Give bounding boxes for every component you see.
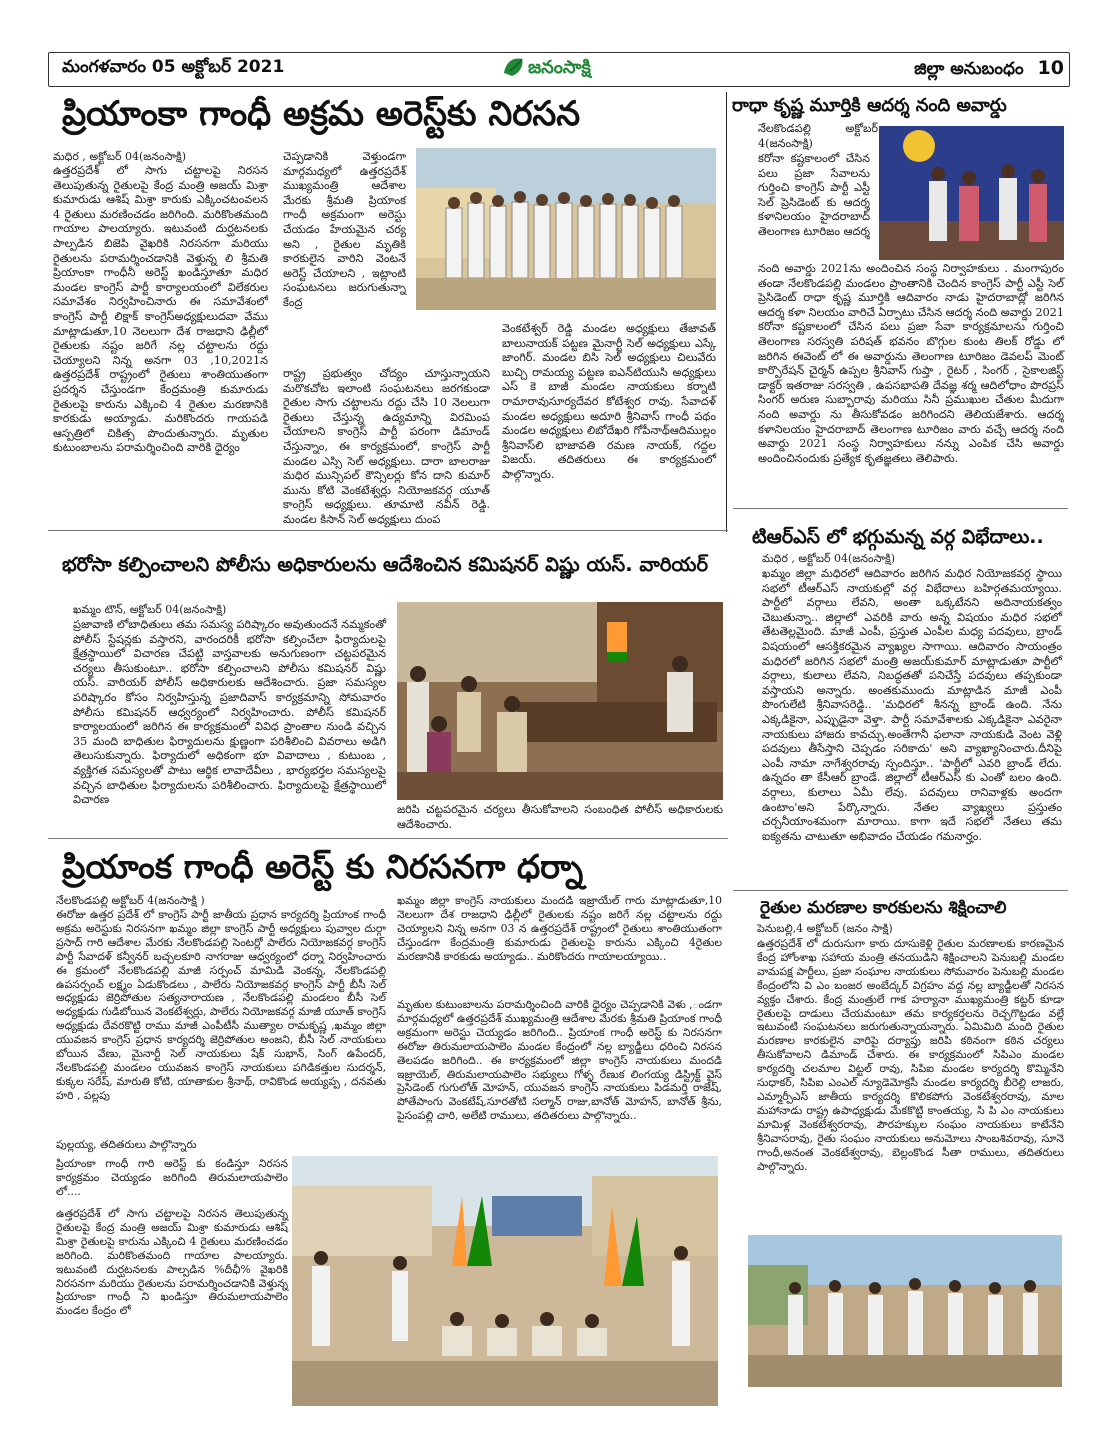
story5-col1-bottom: ఉత్తరప్రదేశ్ లో సాగు చట్టాలపై నిరసన తెలుపుతున్న రైతులపై కేంద్ర మంత్రి అజయ్ మిశ్రా కుమారుడు ఆశిష్ మిశ్రా రైతులపై కారును ఎక్కించి 4 రైతులు మరణించడం జరిగింది. మరికొంతమంది గాయాల పాలయ్యారు. ఇటువంటి దుర్ఘటనలకు పాల్పడిన %దీఛీ% వైఖరికి నిరసనగా మరియు రైతులను పరామర్శించడానికి వెళ్తున్న ప్రియాంకా గాంధీ ని ఖండిస్తూ తిరుమలాయపాలెం మండల కేంద్రం లో — [56, 1207, 292, 1318]
issue-date: మంగళవారం 05 అక్టోబర్ 2021 — [62, 57, 285, 77]
story5-col1: ఈరోజు ఉత్తర ప్రదేశ్ లో కాంగ్రెస్ పార్టీ జాతీయ ప్రధాన కార్యదర్శి ప్రియాంక గాంధీ అక్రమ అరెస్టుకు నిరసనగా ఖమ్మం జిల్లా కాంగ్రెస్ పార్టీ అధ్యక్షులు పువ్వాల దుర్గా ప్రసాద్ గారి ఆదేశాల మేరకు నేలకొండపల్లి సెంటర్లో పాలేరు నియోజకవర్గ కాంగ్రెస్ పార్టీ సేవాదళ్ కన్వీనర్ బచ్చలకూరి నాగరాజు ఆధ్వర్యంలో ధర్నా నిర్వహించారు ఈ క్రమంలో నేలకొండపల్లి మాజీ సర్పంచ్ మామిడి వెంకన్న, నేలకొండపల్లి ఉపసర్పంచ్ లక్ష్మం ఏడుకొండలు , పాలేరు నియోజకవర్గ కాంగ్రెస్ పార్టీ బీసీ సెల్ అధ్యక్షుడు జెర్రిపోతుల సత్యనారాయణ , నేలకొండపల్లి మండలం బీసీ సెల్ అధ్యక్షుడు గుడిబోయిన వెంకటేశ్వర్లు, పాలేరు నియోజకవర్గ మాజీ యూత్ కాంగ్రెస్ అధ్యక్షుడు దేవరకొట్టి రాము మాజీ ఎంపీటీసీ ముత్యాల రామకృష్ణ ,ఖమ్మం జిల్లా యువజన కాంగ్రెస్ ప్రధాన కార్యదర్శి జెర్రిపోతుల అంజని, బీసీ సెల్ నాయకులు బోయిన వేణు, మైనార్టీ సెల్ నాయకులు షేక్ సుభాన్, సింగ్ ఉపేందర్, నేలకొండపల్లి మండలం యువజన కాంగ్రెస్ నాయకులు పగిడికత్తుల సుదర్శన్, కుక్కల సరేష్, మారుతి కోటి, యాతాకుల శ్రీనాథ్, రావికొండ అయ్యప్ప , దనవతు హరి , పల్లపు — [56, 908, 390, 1102]
story4-body: ప్రజావాణి లోబాధితులు తమ సమస్య పరిష్కారం అవుతుందనే నమ్మకంతో పోలీస్ స్టేషన్లకు వస్తారని, వారందరికీ భరోసా కల్పించేలా ఫిర్యాదులపై క్షేత్రస్థాయిలో విచారణ చేపట్టి వాస్తవాలకు అనుగుణంగా చట్టపరమైన చర్యలు తీసుకుంటూ.. భరోసా కల్పించాలని పోలీసు కమిషనర్ విష్ణు యస్. వారియర్ పోలీస్ అధికారులకు ఆదేశించారు. ప్రజా సమస్యల పరిష్కారం కోసం నిర్వహిస్తున్న ప్రజాదివాస్ కార్యక్రమాన్ని సోమవారం పోలీసు కమిషనర్ ఆధ్వర్యంలో నిర్వహించారు. పోలీస్ కమిషనర్ కార్యాలయంలో జరిగిన ఈ కార్యక్రమంలో వివిధ ప్రాంతాల నుండి వచ్చిన 35 మంది బాధితుల ఫిర్యాదులను క్షుణ్ణంగా పరిశీలించి వివరాలు అడిగి తెలుసుకున్నారు. ఫిర్యాదులో అధికంగా భూ వివాదాలు , కుటుంబ , వ్యక్తిగత సమస్యలతో పాటు ఆర్థిక లావాదేవీలు , భార్యభర్తల సమస్యలపై వచ్చిన బాధితుల ఫిర్యాదులను పరిశీలించారు. ఫిర్యాదులపై క్షేత్రస్థాయిలో విచారణ — [73, 618, 390, 807]
story3-dateline: మధిర , అక్టోబర్ 04(జనంసాక్షి) — [762, 552, 895, 565]
story5-col2b: మృతుల కుటుంబాలను పరామర్శించింది వారికి ధైర్యం చెప్పడానికి వెళు ,ండగా మార్గమధ్యలో ఉత్తరప్రదేశ్ ముఖ్యమంత్రి ఆదేశాల మేరకు శ్రీమతి ప్రియాంక గాంధీ అక్రమంగా అరెస్టు చెయ్యడం జరిగింది.. ప్రియాంక గాంధీ అరెస్ట్ కు నిరసనగా ఈరోజు తిరుమలాయపాలెం మండల కేంద్రంలో నల్ల బ్యాడ్జీలు ధరించి నిరసన తెలపడం జరిగింది.. ఈ కార్యక్రమంలో జిల్లా కాంగ్రెస్ నాయకులు మందడి ఇజ్రాయెల్, తిరుమలాయపాలెం సభ్యులు గోళ్ళ రేణుక లింగయ్య డిస్ట్రిక్ట్ వైస్ ప్రెసిడెంట్ గుగులోత్ మోహన్, యువజన కాంగ్రెస్ నాయకులు పిడమర్తి రాజేష్, పోతేపాంగు వెంకటేష్,సూరతోటి సల్మాన్ రాజు,బానోత్ మోహన్, బానోత్ శ్రీను, పైసంపల్లి చారి, అలేటి రాములు, తదితరులు పాల్గొన్నారు.. — [397, 998, 726, 1123]
story6-dateline: పెనుబల్లి,4 అక్టోబర్ (జనం సాక్షి) — [757, 922, 893, 935]
story1-headline: ప్రియాంకా గాంధీ అక్రమ అరెస్ట్‌కు నిరసన — [62, 94, 581, 134]
story1-dateline: మధిర , అక్టోబర్ 04(జనంసాక్షి) — [53, 150, 186, 163]
story2-body: నంది అవార్డు 2021ను అందించిన సంస్థ నిర్వాహకులు . మంగాపురం తండా నేలకొండపల్లి మండలం ప్రాంతానికి చెందిన కాంగ్రెస్ పార్టీ ఎస్టీ సెల్ ప్రెసిడెంట్ రాధా కృష్ణ మూర్తికి ఆదివారం నాడు హైదరాబాద్లో జరిగిన ఆదర్శ కళా నిలయం వారిచే ఏర్పాటు చేసిన ఆదర్శ నంది అవార్డు 2021 కరోనా కష్టకాలంలో చేసిన పలు ప్రజా సేవా కార్యక్రమాలను గుర్తించి తెలంగాణ సరస్వతి పరిషత్ భవనం బొగ్గుల కుంట తిలక్ రోడ్డు లో జరిగిన ఈవెంట్ లో ఈ అవార్డును తెలంగాణ టూరిజం డెవలప్ మెంట్ కార్పొరేషన్ చైర్మన్ ఉప్పల శ్రీనివాస్ గుప్తా , రైటర్ , సింగర్ , సైకాలజిస్ట్ డాక్టర్ ఇతరాజు సరస్వతి , ఉపసభాపతి దేవజ్ఞ శర్మ ఆదిలోధాం పొరప్రస్ సింగర్ అరుణ సుబ్బారావు మరియు సినీ ప్రముఖుల చేతుల మీదుగా నంది అవార్డు ను తీసుకోవడం జరిగిందని తెలియజేశారు. ఆదర్శ కళానిలయం హైదరాబాద్ తెలంగాణ టూరిజం వారు వచ్చే ఆదర్శ నంది అవార్డు 2021 సంస్థ నిర్వాహకులు నన్ను ఎంపిక చేసి అవార్డు అందించినందుకు ప్రత్యేక కృతజ్ఞతలు తెలిపారు. — [758, 262, 1068, 465]
story2-award-photo — [879, 126, 1064, 260]
story3-headline: టిఆర్ఎస్ లో భగ్గుమన్న వర్గ విభేదాలు.. — [752, 526, 1044, 548]
story4-headline: భరోసా కల్పించాలని పోలీసు అధికారులను ఆదేశించిన కమిషనర్ విష్ణు యస్. వారియర్ — [62, 553, 709, 576]
story6-headline: రైతుల మరణాల కారకులను శిక్షించాలి — [760, 898, 1007, 918]
section-name: జిల్లా అనుబంధం — [914, 59, 1024, 79]
section-divider — [48, 530, 728, 531]
story1-col2: చెప్పడానికి వెళ్తుండగా మార్గమధ్యలో ఉత్తరప్రదేశ్ ముఖ్యమంత్రి ఆదేశాల మేరకు శ్రీమతి ప్రియాంక గాంధీ అక్రమంగా అరెస్టు చేయడం హేయమైన చర్య అని , రైతుల మృతికి కారకులైన వారిని వెంటనే అరెస్ట్ చేయాలని , ఇట్లాంటి సంఘటనలు జరుగుతున్నా కేంద్ర — [283, 150, 410, 309]
page-section — [914, 57, 1064, 83]
column-divider — [726, 92, 727, 532]
story1-col3: వెంకటేశ్వర్ రెడ్డి మండల అధ్యక్షులు తేజావత్ బాలునాయక్ పట్టణ మైనార్టీ సెల్ అధ్యక్షులు ఎస్కే జాంగిర్. మండల బిసి సెల్ అధ్యక్షులు చిలువేరు బుచ్చి రామయ్య పట్టణ ఐఎన్‌టియుసి అధ్యక్షులు ఎస్ కె బాజీ మండల నాయకులు కర్నాటి రామారావుసూర్యదేవర కోటేశ్వర రావు. సేవాదళ్ మండల అధ్యక్షులు అదూరి శ్రీనివాస్ గాంధీ పథం మండల అధ్యక్షులు లిబోదేఖరి గోపీనాథ్ఆదిముల్లం శ్రీనివాస్‌లి భాజావతి రమణ నాయక్, గద్దల విజయ్. తదితరులు ఈ కార్యక్రమంలో పాల్గొన్నారు. — [502, 322, 720, 481]
story2-dateline: నేలకొండపల్లి అక్టోబర్ 4(జనంసాక్షి) — [758, 122, 878, 150]
section-divider — [48, 838, 728, 839]
story5-col1-tail: పుల్లయ్య, తదితరులు పాల్గొన్నారు — [56, 1138, 197, 1151]
story3-body: ఖమ్మం జిల్లా మధిరలో ఆదివారం జరిగిన మధిర నియోజకవర్గ స్థాయి సభలో టీఆర్ఎస్ నాయకుల్లో వర్గ విభేదాలు బహిర్గతమయ్యాయి. పార్టీలో వర్గాలు లేవని, అంతా ఒక్కటేనని అదినాయకత్వం చెబుతున్నా.. జిల్లాలో ఎవరికి వారు అన్న విషయం మధిర సభలో తేటతెల్లమైంది. మాజీ ఎంపీ, ప్రస్తుత ఎంపీల మధ్య పదవులు, బ్రాండ్ విషయంలో ఆసక్తికరమైన వ్యాఖ్యల సాగాయి. ఆదివారం సాయంత్రం మధిరలో జరిగిన సభలో మంత్రి అజయ్‌కుమార్ మాట్లాడుతూ పార్టీలో వర్గాలు, కులాలు లేవని, నిబద్ధతతో పనిచేస్తే పదవులు తప్పకుండా వస్తాయని అన్నారు. అంతకుముందు మాట్లాడిన మాజీ ఎంపీ పొంగులేటి శ్రీనివాస‌రెడ్డి.. 'మధిరలో శీనన్న బ్రాండ్ ఉంది. నేను ఎక్కడికైనా, ఎప్పుడైనా వెళ్తా. పార్టీ సమావేశాలకు ఎక్కడికైనా ఎవరైనా నాయకులు హాజరు కావచ్చు.అంతేగానీ ఫలానా నాయకుడి వెంట వెళ్లి పదవులు తీసేస్తాని చెప్పడం సరికాదు' అని వ్యాఖ్యానించారు.దీనిపై ఎంపీ నామా నాగేశ్వరరావు స్పందిస్తూ.. 'పార్టీలో ఎవరి బ్రాండ్ లేదు. ఉన్నదం తా కేసీఆర్ బ్రాండే. జిల్లాలో టీఆర్ఎస్ కు ఎంతో బలం ఉంది. వర్గాలు, కులాలు ఏమీ లేవు. పదవులు రానివాళ్లకు అందగా ఉంటాం'అని పేర్కొన్నారు. నేతల వ్యాఖ్యలు ప్రస్తుతం చర్చనీయాంశమంగా మారాయి. కాగా ఇదే సభలో నేతలు తమ ఐక్యతను చాటుతూ అభివాదం చేయడం గమనార్హం. — [762, 567, 1066, 843]
story4-commissioner-photo — [397, 602, 723, 800]
story5-col2: ఖమ్మం జిల్లా కాంగ్రెస్ నాయకులు మందడి ఇజ్రాయేల్ గారు మాట్లాడుతూ,10 నెలలుగా దేశ రాజధాని ఢిల్లీలో రైతులకు నష్టం జరిగే నల్ల చట్టాలను రద్దు చెయ్యాలని నిన్న అనగా 03 న ఉత్తరప్రదేశ్ రాష్ట్రంలో రైతులు శాంతియుతంగా చేస్తుండగా కేంద్రమంత్రి కుమారుడు రైతులపై కారును ఎక్కించి 4రైతుల మరణానికి కారకుడు అయ్యాడు.. మరికొందరు గాయాలయ్యాయి.. — [397, 894, 726, 963]
story2-side-text: కరోనా కష్టకాలంలో చేసిన పలు ప్రజా సేవాలను గుర్తించి కాంగ్రెస్ పార్టీ ఎస్టీ సెల్ ప్రెసిడెంట్ కు ఆదర్శ కళానిలయం హైదరాబాద్ తెలంగాణ టూరిజం ఆదర్శ — [758, 152, 874, 238]
story1-col1: ఉత్తరప్రదేశ్ లో సాగు చట్టాలపై నిరసన తెలుపుతున్న రైతులపై కేంద్ర మంత్రి అజయ్ మిశ్రా కుమారుడు ఆశిష్ మిశ్రా కారుకు ఎక్కించటంవలన 4 రైతులు మరణించడం జరిగింది. మరికొంతమంది గాయాల పాలయ్యారు. ఇటువంటి దుర్ఘటనలకు పాల్పడిన బిజెపి వైఖరికి నిరసనగా మరియు రైతులను పరామర్శించడానికి వెళ్తున్న లి శ్రీమతి ప్రియాంకా గాంధీనీ అరెస్ట్ ఖండిస్తూతూ మధిర మండల కాంగ్రెస్ పార్టీ కార్యాలయంలో విలేకరుల సమావేశం నిర్వహించినారు ఈ సమావేశంలో కాంగ్రెస్ పార్టీ లిక్షాక్ కాంగ్రెస్అధ్యక్షులుదవా వేము మాట్లాడుతూ,10 నెలలుగా దేశ రాజధాని ఢిల్లీలో రైతులకు నష్టం జరిగే నల్ల చట్టాలను రద్దు చెయ్యాలని నిన్న అనగా 03 ,10,2021న ఉత్తరప్రదేశ్ రాష్ట్రంలో రైతులు శాంతియుతంగా ప్రదర్శన చేస్తుండగా కేంద్రమంత్రి కుమారుడు రైతులపై కారును ఎక్కించి 4 రైతుల మరణానికి కారకుడు అయ్యాడు. మరికొందరు గాయపడి ఆస్పత్రిలో చికిత్స పొందుతున్నారు. మృతుల కుటుంబాలను పరామర్శించింది వారికి ధైర్యం — [53, 164, 272, 455]
section-divider — [733, 890, 1068, 891]
story6-body: ఉత్తరప్రదేశ్ లో దురుసుగా కారు దూసుకెళ్లి రైతుల మరణాలకు కారణమైన కేంద్ర హోంశాఖ సహాయ మంత్రి తనయుడిని శిక్షించాలని పెనుబల్లి మండల వామపక్ష పార్టీలు, ప్రజా సంఘాల నాయకులు సోమవారం పెనుబల్లి మండల కేంద్రంలోని వి ఎం బంజర అంబేద్కర్ విగ్రహం వద్ద నల్ల బ్యాడ్జీలతో నిరసన వ్యక్తం చేశారు. కేంద్ర మంత్రులే గాక హర్యానా ముఖ్యమంత్రి కట్టర్ కూడా రైతులపై దాడులు చేయమంటూ తమ కార్యకర్తలను రెచ్చగొట్టడం వల్లే ఇటువంటి సంఘటనలు జరుగుతున్నాయన్నారు. ఏమిమిది మంది రైతుల మరణాల కారకులైన వారిపై దర్యాప్తు జరిపి కఠినంగా కఠిన చర్యలు తీసుకోవాలని డిమాండ్ చేశారు. ఈ కార్యక్రమంలో సిపిఎం మండల కార్యదర్శి చలమాల విట్టల్ రావు, సిపిఐ మండల కార్యదర్శి కొమ్మినేని సుధాకర్, సిపిఐ ఎంఎల్ న్యూడెమోక్రసీ మండల కార్యదర్శి బీరెల్లి లాజరు, ఎమ్మార్పీఎస్ జాతీయ కార్యదర్శి కొలికపోగు వెంకటేశ్వరరావు, మాల మహానాడు రాష్ట్ర ఉపాధ్యక్షుడు మేకకొట్టి కాంతయ్య, సి పి ఎం నాయకులు మామిళ్ల వెంకటేశ్వరరావు, పౌరహక్కుల సంఘం నాయకులు కాటేనేని శ్రీనివాసరావు, రైతు సంఘం నాయకులు అనుమోలు సాంబశివరావు, సూనె గాంధీ,అనంత వెంకటేశ్వరావు, బెల్లంకొండ సీతా రాములు, తదితరులు పాల్గొన్నారు. — [757, 937, 1068, 1173]
story5-dateline: నేలకొండపల్లి అక్టోబర్ 4(జనంసాక్షి ) — [56, 894, 205, 907]
story5-subhead: ప్రియాంకా గాంధీ గారి అరెస్ట్ కు కండిస్తూ నిరసన కార్యక్రమం చెయ్యడం జరిగింది తిరుమలాయపాలెం లో.... — [56, 1157, 292, 1198]
story4-dateline: ఖమ్మం టౌన్, అక్టోబర్ 04(జనంసాక్షి) — [73, 603, 227, 616]
story4-caption: జరిపి చట్టపరమైన చర్యలు తీసుకోవాలని సంబంధిత పోలీస్ అధికారులకు ఆదేశించారు. — [397, 803, 727, 831]
masthead-text: జనంసాక్షి — [528, 57, 591, 78]
story1-col2-wide: రాష్ట్ర ప్రభుత్వం చోద్యం చూస్తున్నాయని మరొకచోట ఇలాంటి సంఘటనలు జరగకుండా రైతుల సాగు చట్టాలను రద్దు చేసి 10 నెలలుగా రైతులు చేస్తున్న ఉద్యమాన్ని విరమింప చేయాలని కాంగ్రెస్ పార్టీ పరంగా డిమాండ్ చేస్తున్నాం, ఈ కార్యక్రమంలో, కాంగ్రెస్ పార్టీ మండల ఎస్సి సెల్ అధ్యక్షులు. దారా బాలరాజు మధిర మున్సిపల్ కౌన్సిలర్లు కోన దాని కుమార్ మును కోటి వెంకటేశ్వర్లు నియోజకవర్గ యూత్ కాంగ్రెస్ అధ్యక్షులు. తూమాటి నవీన్ రెడ్డి. మండల కిసాన్ సెల్ అధ్యక్షులు దుంప — [283, 367, 494, 526]
story5-dharna-photo — [292, 1156, 718, 1406]
story2-headline: రాధా కృష్ణ మూర్తికి ఆదర్శ నంది అవార్డు — [732, 95, 1007, 116]
page-number: 10 — [1037, 57, 1064, 79]
section-divider — [733, 508, 1068, 509]
story6-protest-photo — [748, 1235, 1062, 1387]
story1-protest-photo — [416, 148, 716, 310]
masthead-logo — [500, 51, 610, 81]
story5-headline: ప్రియాంక గాంధీ అరెస్ట్ కు నిరసనగా ధర్నా — [62, 847, 584, 886]
